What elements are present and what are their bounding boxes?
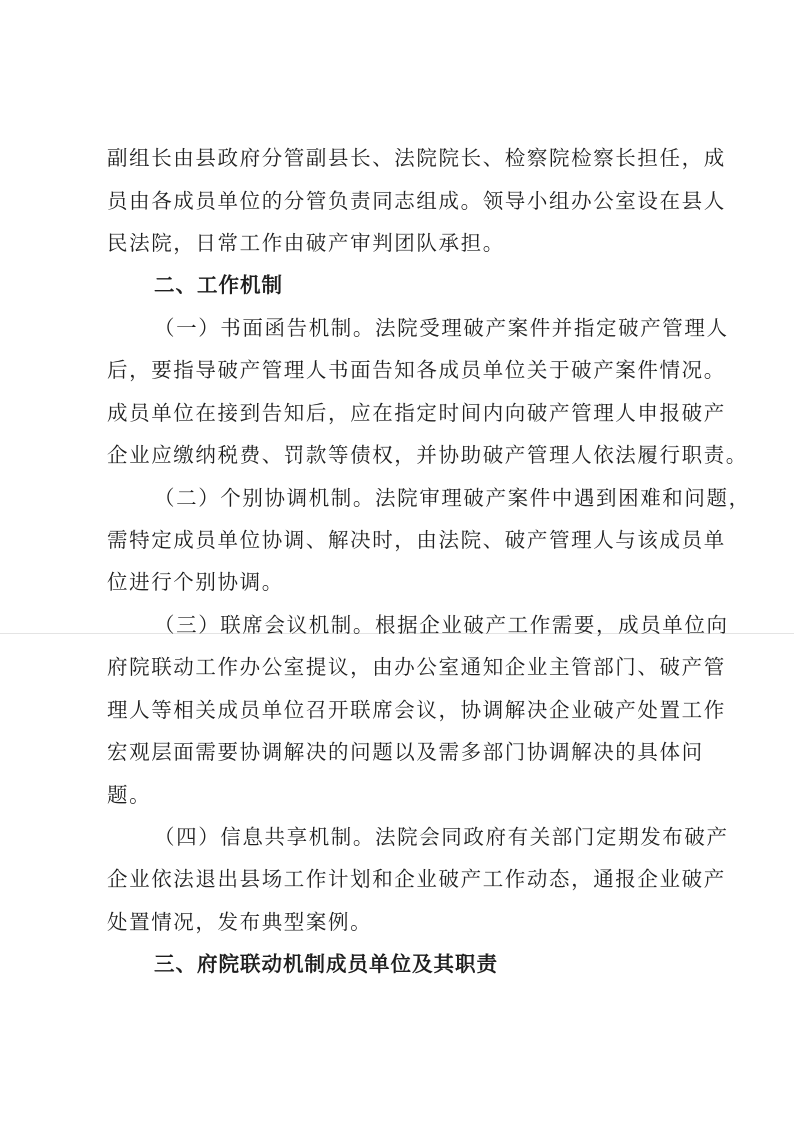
paragraph-line: （三）联席会议机制。根据企业破产工作需要，成员单位向	[154, 613, 729, 637]
paragraph-line: 理人等相关成员单位召开联席会议，协调解决企业破产处置工作	[107, 698, 726, 722]
paragraph-line: 员由各成员单位的分管负责同志组成。领导小组办公室设在县人	[107, 189, 726, 213]
paragraph-line: 处置情况，发布典型案例。	[107, 910, 373, 934]
paragraph-line: （二）个别协调机制。法院审理破产案件中遇到困难和问题，	[154, 486, 751, 510]
paragraph-line: 成员单位在接到告知后，应在指定时间内向破产管理人申报破产	[107, 401, 726, 425]
paragraph-line: （四）信息共享机制。法院会同政府有关部门定期发布破产	[154, 825, 729, 849]
paragraph-line: 企业应缴纳税费、罚款等债权，并协助破产管理人依法履行职责。	[107, 443, 748, 467]
paragraph-line: 需特定成员单位协调、解决时，由法院、破产管理人与该成员单	[107, 528, 726, 552]
paragraph-line: 后，要指导破产管理人书面告知各成员单位关于破产案件情况。	[107, 358, 726, 382]
paragraph-line: 企业依法退出县场工作计划和企业破产工作动态，通报企业破产	[107, 867, 726, 891]
paragraph-line: （一）书面函告机制。法院受理破产案件并指定破产管理人	[154, 316, 729, 340]
paragraph-line: 宏观层面需要协调解决的问题以及需多部门协调解决的具体问	[107, 740, 704, 764]
paragraph-line: 题。	[107, 783, 152, 807]
paragraph-line: 副组长由县政府分管副县长、法院院长、检察院检察长担任，成	[107, 146, 726, 170]
paragraph-line: 位进行个别协调。	[107, 570, 284, 594]
section-heading-work-mechanism: 二、工作机制	[154, 273, 283, 297]
paragraph-line: 民法院，日常工作由破产审判团队承担。	[107, 231, 505, 255]
section-heading-member-units: 三、府院联动机制成员单位及其职责	[154, 952, 498, 976]
paragraph-line: 府院联动工作办公室提议，由办公室通知企业主管部门、破产管	[107, 655, 726, 679]
